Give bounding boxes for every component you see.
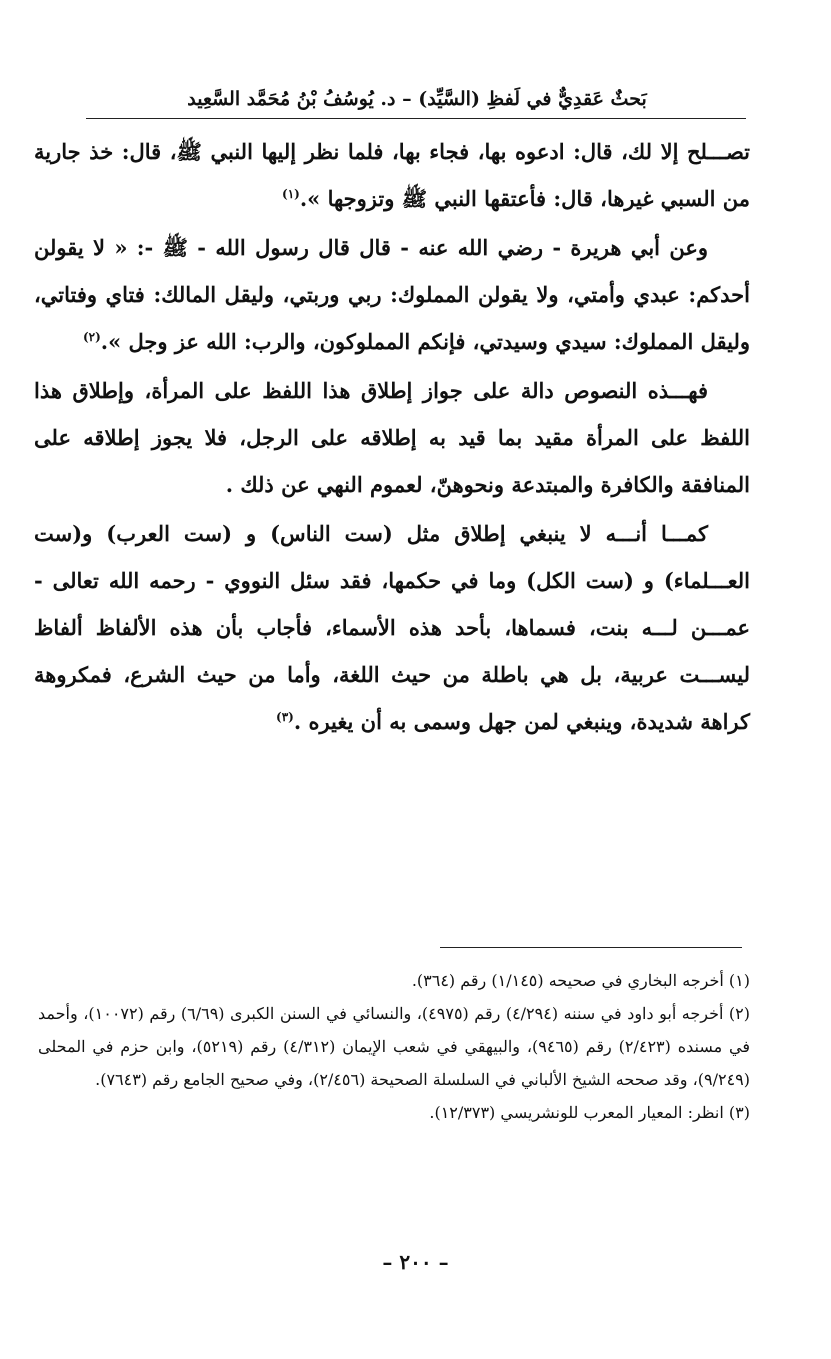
paragraph-1-text: تصـــلح إلا لك، قال: ادعوه بها، فجاء بها، فلما نظر إليها النبي ﷺ، قال: خذ جارية من السبي غيرها، قال: فأعتقها النبي ﷺ وتزوجها ». — [34, 139, 750, 211]
footnote-marker-3[interactable]: (٣) — [276, 710, 294, 724]
paragraph-1 — [34, 128, 750, 222]
footnote-1: (١) أخرجه البخاري في صحيحه (١/١٤٥) رقم (٣٦٤). — [411, 971, 750, 990]
paragraph-4-text: كمـــا أنـــه لا ينبغي إطلاق مثل (ست الناس) و (ست العرب) و(ست العـــلماء) و (ست الكل) وما في حكمها، فقد سئل النووي - رحمه الله تعالى - عمـــن لـــه بنت، فسماها، بأحد هذه الأسماء، فأجاب بأن هذه الألفاظ ألفاظ ليســـت عربية، بل هي باطلة من حيث اللغة، وأما من حيث الشرع، فمكروهة كراهة شديدة، وينبغي لمن جهل وسمى به أن يغيره . — [34, 521, 750, 734]
footnote-2: (٢) أخرجه أبو داود في سننه (٤/٢٩٤) رقم (٤٩٧٥)، والنسائي في السنن الكبرى (٦/٦٩) رقم (١٠٠٧٢)، وأحمد في مسنده (٢/٤٢٣) رقم (٩٤٦٥)، والبيهقي في شعب الإيمان (٤/٣١٢) رقم (٥٢١٩)، وابن حزم في المحلى (٩/٢٤٩)، وقد صححه الشيخ الألباني في السلسلة الصحيحة (٢/٤٥٦)، وفي صحيح الجامع رقم (٧٦٤٣). — [38, 1004, 751, 1089]
footnote-marker-2[interactable]: (٢) — [82, 330, 101, 344]
footnote-3: (٣) انظر: المعيار المعرب للونشريسي (١٢/٣٧٣). — [429, 1103, 750, 1122]
paragraph-2-text: وعن أبي هريرة - رضي الله عنه - قال قال رسول الله - ﷺ -: « لا يقولن أحدكم: عبدي وأمتي، ولا يقولن المملوك: ربي وربتي، وليقل المالك: فتاي وفتاتي، وليقل المملوك: سيدي وسيدتي، فإنكم المملوكون، والرب: الله عز وجل ». — [34, 235, 751, 354]
paragraph-4 — [34, 510, 750, 745]
paragraph-3: فهـــذه النصوص دالة على جواز إطلاق هذا اللفظ على المرأة، وإطلاق هذا اللفظ على المرأة مقيد بما قيد به إطلاقه على الرجل، فلا يجوز إطلاقه على المنافقة والكافرة والمبتدعة ونحوهنّ، لعموم النهي عن ذلك . — [34, 378, 750, 497]
paragraph-2 — [34, 224, 750, 365]
main-text — [34, 128, 750, 745]
footnote-separator — [440, 947, 742, 948]
footnote-marker-1[interactable]: (١) — [282, 187, 300, 201]
footnotes — [38, 964, 750, 1129]
header-rule — [86, 118, 746, 119]
page-number: – ٢٠٠ – — [382, 1250, 449, 1274]
running-header: بَحثٌ عَقدِيٌّ في لَفظِ (السَّيِّد) – د. يُوسُفُ بْنُ مُحَمَّد السَّعِيد — [187, 88, 647, 110]
